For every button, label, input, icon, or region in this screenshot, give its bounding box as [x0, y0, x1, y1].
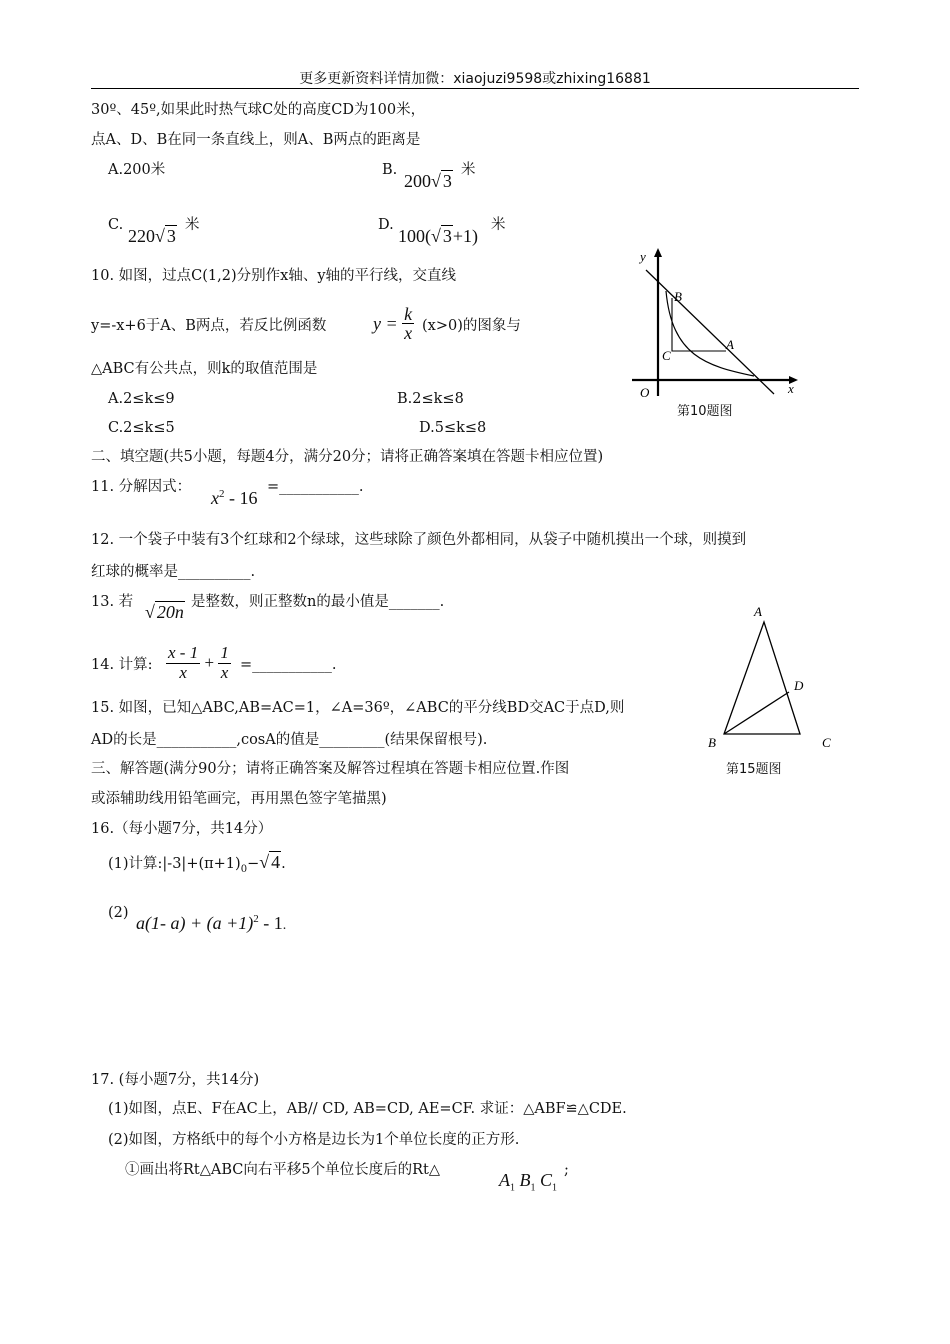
q17-part2: (2)如图，方格纸中的每个小方格是边长为1个单位长度的正方形. — [108, 1132, 520, 1148]
fig10-caption: 第10题图 — [677, 404, 733, 419]
q9-option-c-coef: 220 — [128, 226, 155, 246]
q9-option-b-label: B. — [382, 162, 398, 178]
fig15-triangle-abc — [724, 622, 800, 734]
fig15-caption: 第15题图 — [726, 762, 782, 777]
q16-part2-rest: - 1 — [258, 913, 283, 933]
q17-part1: (1)如图，点E、F在AC上，AB// CD, AB=CD, AE=CF. 求证：△ABF≌△CDE. — [108, 1101, 627, 1117]
q17-part3-b: B — [519, 1170, 531, 1190]
fig15-label-b: B — [708, 735, 716, 750]
q11-expression — [211, 488, 258, 509]
q9-option-a: A.200米 — [108, 162, 166, 178]
q13-prefix: 13. 若 — [91, 594, 134, 610]
q9-option-d-label: D. — [378, 217, 394, 233]
q17-title: 17. (每小题7分，共14分) — [91, 1072, 260, 1088]
fig15-label-c: C — [822, 735, 831, 750]
q15-line1: 15. 如图，已知△ABC,AB=AC=1，∠A=36º，∠ABC的平分线BD交AC于点D,则 — [91, 700, 625, 716]
q10-line3: △ABC有公共点，则k的取值范围是 — [91, 361, 318, 377]
q17-part3-a-sub: 1 — [510, 1182, 515, 1194]
q9-option-c-rad: 3 — [166, 226, 176, 246]
fig10-label-a: A — [726, 337, 734, 352]
q16-part1-exp: 0 — [240, 863, 248, 875]
fig10-line-y-neg-x-plus-6 — [646, 270, 774, 394]
q16-part2-main: a(1- a) + (a +1) — [136, 913, 254, 933]
q16-part1-minus: − — [247, 856, 260, 872]
q17-part3-b-sub: 1 — [530, 1182, 536, 1194]
fig10-label-o: O — [640, 385, 650, 400]
q17-part3-triangle — [499, 1170, 557, 1194]
q13-sqrt: √ 20n — [145, 602, 184, 622]
q14-prefix: 14. 计算: — [91, 657, 153, 673]
q9-option-d-post: +1) — [452, 226, 479, 246]
q14-plus: + — [204, 652, 215, 672]
q9-option-d-pre: 100( — [398, 226, 431, 246]
q16-part2-label: (2) — [108, 905, 129, 921]
q16-part1-radicand: 4 — [271, 852, 281, 872]
q10-option-b: B.2≤k≤8 — [397, 391, 464, 407]
q10-line2-suffix: (x>0)的图象与 — [422, 318, 521, 334]
q9-option-d-sqrt: √ 3 — [431, 226, 452, 246]
q10-line2-prefix: y=-x+6于A、B两点，若反比例函数 — [91, 318, 327, 334]
q9-option-b-expr — [404, 170, 453, 192]
q16-part1-end: . — [281, 856, 286, 872]
q9-option-b-coef: 200 — [404, 171, 431, 191]
q9-option-b-sqrt: √ 3 — [431, 171, 452, 191]
q17-part3-end: ; — [564, 1162, 569, 1178]
q13-suffix: 是整数，则正整数n的最小值是_______. — [191, 594, 445, 610]
q14-expression — [166, 644, 231, 682]
q12-line1: 12. 一个袋子中装有3个红球和2个绿球，这些球除了颜色外都相同，从袋子中随机摸出一个球，则摸到 — [91, 532, 747, 548]
q9-option-b-rad: 3 — [442, 171, 452, 191]
q10-line1: 10. 如图，过点C(1,2)分别作x轴、y轴的平行线，交直线 — [91, 268, 457, 284]
section3-line1: 三、解答题(满分90分；请将正确答案及解答过程填在答题卡相应位置.作图 — [91, 761, 570, 777]
q14-fraction-1 — [166, 644, 200, 682]
header-rule — [91, 88, 859, 89]
q9-option-c-unit: 米 — [185, 217, 200, 233]
fig10-label-y: y — [640, 249, 646, 264]
fig10-label-c: C — [662, 348, 671, 363]
q17-part3-prefix: ①画出将Rt△ABC向右平移5个单位长度后的Rt△ — [125, 1162, 441, 1178]
q10-option-d: D.5≤k≤8 — [419, 420, 487, 436]
q16-part2-exp: 2 — [253, 913, 259, 925]
fig10-label-x: x — [788, 381, 794, 396]
fig15-bisector-bd — [724, 692, 789, 734]
fig10-y-arrow — [654, 248, 662, 257]
q14-fraction-2 — [218, 644, 231, 682]
q14-frac1-den: x — [179, 662, 187, 682]
fig10-triangle-legs — [672, 298, 726, 351]
q11-prefix: 11. 分解因式： — [91, 479, 192, 495]
q14-frac1-num: x - 1 — [168, 643, 199, 662]
q17-part3-a: A — [499, 1170, 510, 1190]
q10-option-a: A.2≤k≤9 — [108, 391, 175, 407]
q10-function-lhs: y = — [373, 313, 398, 334]
q9-option-c-expr — [128, 225, 177, 247]
q13-radicand: 20n — [156, 602, 184, 622]
fig15-label-d: D — [794, 678, 804, 693]
q17-part3-c-sub: 1 — [552, 1182, 558, 1194]
fig15-label-a: A — [754, 604, 762, 619]
q10-function-fraction — [402, 305, 414, 342]
q16-part1-sqrt: √ 4 — [259, 852, 281, 872]
q9-option-d-expr — [398, 225, 478, 247]
q16-part1-prefix: (1)计算:|-3|+(π+1) — [108, 856, 241, 872]
q9-line2: 点A、D、B在同一条直线上，则A、B两点的距离是 — [91, 132, 421, 148]
q12-line2: 红球的概率是__________. — [91, 564, 256, 580]
q11-blank: =___________. — [267, 479, 364, 495]
q14-frac2-den: x — [220, 662, 229, 682]
q14-blank: =___________. — [240, 657, 337, 673]
q16-part1 — [108, 853, 286, 875]
q9-option-b-unit: 米 — [461, 162, 476, 178]
q9-line1: 30º、45º,如果此时热气球C处的高度CD为100米， — [91, 102, 426, 118]
q9-option-c-label: C. — [108, 217, 124, 233]
q9-option-c-sqrt: √ 3 — [155, 226, 176, 246]
q10-function-denominator: x — [404, 323, 413, 343]
q10-function — [373, 305, 414, 342]
fig10-label-b: B — [674, 289, 682, 304]
q16-title: 16.（每小题7分，共14分） — [91, 821, 273, 837]
q10-function-numerator: k — [404, 304, 413, 324]
q16-part2-expr — [136, 913, 286, 934]
q17-part3-c: C — [540, 1170, 553, 1190]
figure-15 — [700, 600, 840, 756]
q9-option-d-unit: 米 — [491, 217, 506, 233]
q11-expr-exp: 2 — [219, 488, 225, 500]
q11-expr-rest: - 16 — [224, 488, 258, 508]
q10-option-c: C.2≤k≤5 — [108, 420, 175, 436]
figure-10 — [626, 246, 806, 422]
q11-expr-base: x — [211, 488, 219, 508]
page-header: 更多更新资料详情加微：xiaojuzi9598或zhixing16881 — [299, 71, 651, 87]
section2-title: 二、填空题(共5小题，每题4分，满分20分；请将正确答案填在答题卡相应位置) — [91, 449, 604, 465]
q9-option-d-rad: 3 — [442, 226, 452, 246]
q15-line2: AD的长是___________,cosA的值是_________(结果保留根号). — [91, 732, 488, 748]
q14-frac2-num: 1 — [220, 643, 229, 662]
section3-line2: 或添辅助线用铅笔画完，再用黑色签字笔描黑) — [91, 791, 387, 807]
q16-part2-end: . — [282, 918, 287, 933]
